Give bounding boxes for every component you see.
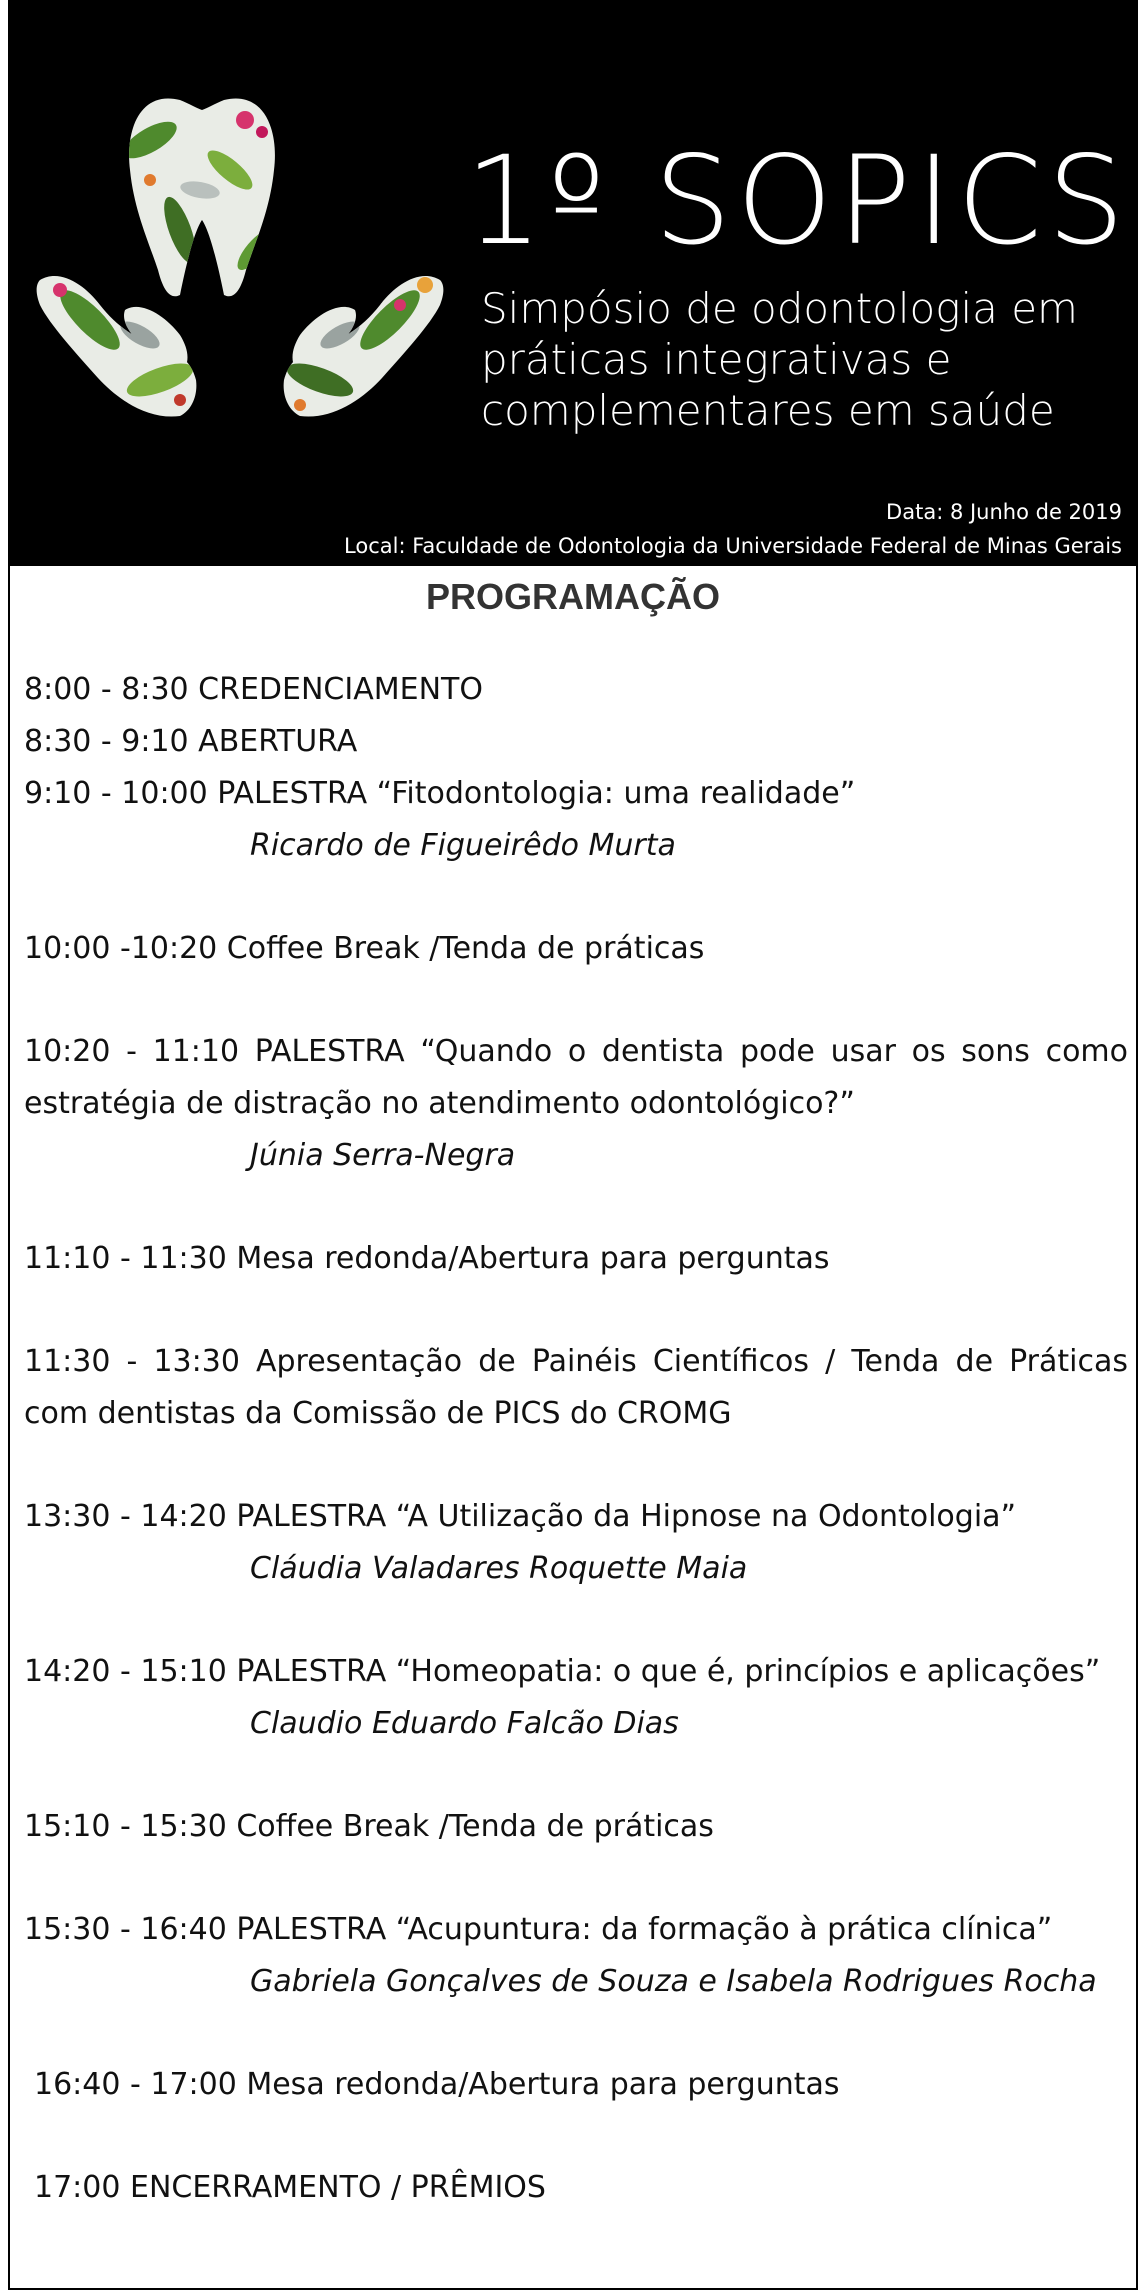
header-banner [8, 0, 1138, 566]
speaker-name: Claudio Eduardo Falcão Dias [250, 1706, 679, 1741]
event-title: 1º SOPICS [465, 130, 1130, 272]
event-location: Local: Faculdade de Odontologia da Universidade Federal de Minas Gerais [344, 534, 1122, 558]
program-section [8, 566, 1138, 2290]
schedule-item: 10:20 - 11:10 PALESTRA “Quando o dentista pode usar os sons como estratégia de distração no atendimento odontológico?” [24, 1034, 1128, 1121]
schedule-item: 16:40 - 17:00 Mesa redonda/Abertura para perguntas [34, 2067, 840, 2102]
schedule-item: 15:10 - 15:30 Coffee Break /Tenda de práticas [24, 1809, 714, 1844]
speaker-name: Ricardo de Figueirêdo Murta [250, 828, 676, 863]
schedule-item: 14:20 - 15:10 PALESTRA “Homeopatia: o que é, princípios e aplicações” [24, 1654, 1101, 1689]
schedule-item: 11:30 - 13:30 Apresentação de Painéis Científicos / Tenda de Práticas com dentistas da Comissão de PICS do CROMG [24, 1344, 1128, 1431]
schedule-item: 15:30 - 16:40 PALESTRA “Acupuntura: da formação à prática clínica” [24, 1912, 1053, 1947]
schedule-item: 8:30 - 9:10 ABERTURA [24, 724, 358, 759]
schedule-item: 9:10 - 10:00 PALESTRA “Fitodontologia: uma realidade” [24, 776, 856, 811]
schedule-item: 10:00 -10:20 Coffee Break /Tenda de práticas [24, 931, 705, 966]
speaker-name: Gabriela Gonçalves de Souza e Isabela Rodrigues Rocha [250, 1964, 1097, 1999]
speaker-name: Cláudia Valadares Roquette Maia [250, 1551, 748, 1586]
schedule-item: 11:10 - 11:30 Mesa redonda/Abertura para perguntas [24, 1241, 830, 1276]
event-subtitle: Simpósio de odontologia em práticas integrativas e complementares em saúde [481, 284, 1078, 435]
event-date: Data: 8 Junho de 2019 [886, 500, 1122, 524]
program-heading: PROGRAMAÇÃO [426, 576, 720, 617]
tooth-hands-logo [30, 80, 450, 500]
schedule-item: 8:00 - 8:30 CREDENCIAMENTO [24, 672, 483, 707]
schedule-item: 17:00 ENCERRAMENTO / PRÊMIOS [34, 2170, 546, 2205]
schedule-item: 13:30 - 14:20 PALESTRA “A Utilização da Hipnose na Odontologia” [24, 1499, 1017, 1534]
speaker-name: Júnia Serra-Negra [250, 1138, 516, 1173]
